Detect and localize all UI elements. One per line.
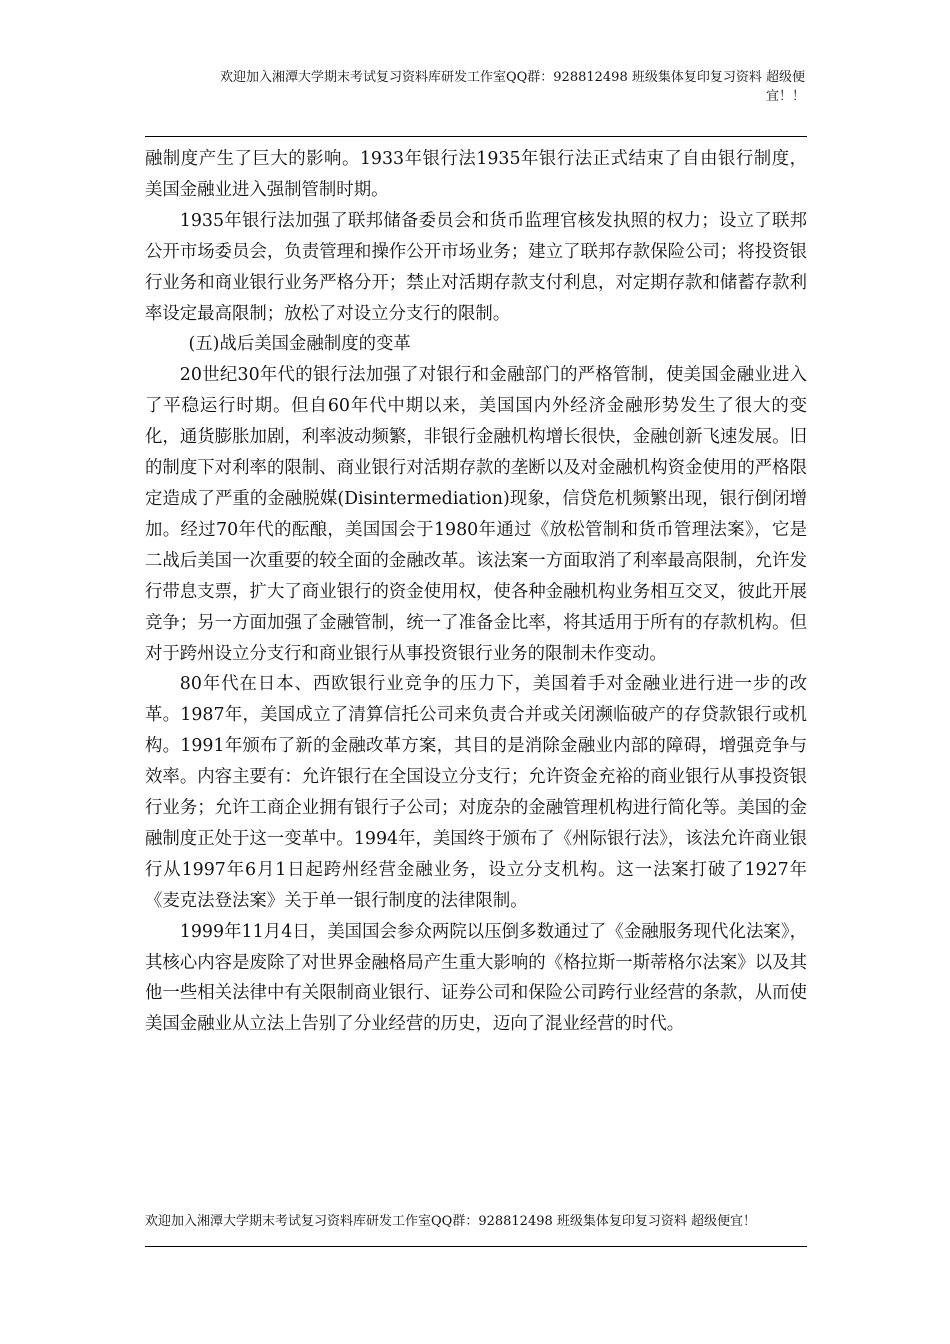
paragraph-postwar-reform: 20世纪30年代的银行法加强了对银行和金融部门的严格管制，使美国金融业进入了平稳运行时期。但自60年代中期以来，美国国内外经济金融形势发生了很大的变化，通货膨胀加剧，利率波动频繁，非银行金融机构增长很快，金融创新飞速发展。旧的制度下对利率的限制、商业银行对活期存款的垄断以及对金融机构资金使用的严格限定造成了严重的金融脱媒(Disintermediation)现象，信贷危机频繁出现，银行倒闭增加。经过70年代的酝酿，美国国会于1980年通过《放松管制和货币管理法案》，它是二战后美国一次重要的较全面的金融改革。该法案一方面取消了利率最高限制，允许发行带息支票，扩大了商业银行的资金使用权，使各种金融机构业务相互交叉，彼此开展竞争；另一方面加强了金融管制，统一了准备金比率，将其适用于所有的存款机构。但对于跨州设立分支行和商业银行从事投资银行业务的限制未作变动。 xyxy=(145,365,807,664)
paragraph-1999-act: 1999年11月4日，美国国会参众两院以压倒多数通过了《金融服务现代化法案》，其核心内容是废除了对世界金融格局产生重大影响的《格拉斯一斯蒂格尔法案》以及其他一些相关法律中有关限制商业银行、证券公司和保险公司跨行业经营的条款，从而使美国金融业从立法上告别了分业经营的历史，迈向了混业经营的时代。 xyxy=(145,921,807,1035)
header-line-1: 欢迎加入湘潭大学期末考试复习资料库研发工作室QQ群：928812498 班级集体复印复习资料 超级便 xyxy=(219,70,805,85)
section-heading: (五)战后美国金融制度的变革 xyxy=(188,334,411,355)
paragraph-continuation: 融制度产生了巨大的影响。1933年银行法1935年银行法正式结束了自由银行制度，美国金融业进入强制管制时期。 xyxy=(145,149,807,200)
header-line-2: 宜！！ xyxy=(765,89,805,104)
paragraph-1980s-reform: 80年代在日本、西欧银行业竞争的压力下，美国着手对金融业进行进一步的改革。1987年，美国成立了清算信托公司来负责合并或关闭濒临破产的存贷款银行或机构。1991年颁布了新的金融改革方案，其目的是消除金融业内部的障碍，增强竞争与效率。内容主要有：允许银行在全国设立分支行；允许资金充裕的商业银行从事投资银行业务；允许工商企业拥有银行子公司；对庞杂的金融管理机构进行简化等。美国的金融制度正处于这一变革中。1994年，美国终于颁布了《州际银行法》，该法允许商业银行从1997年6月1日起跨州经营金融业务，设立分支机构。这一法案打破了1927年《麦克法登法案》关于单一银行制度的法律限制。 xyxy=(145,674,807,911)
document-body xyxy=(145,144,807,1040)
page-header xyxy=(145,68,805,106)
footer-divider xyxy=(145,1246,807,1247)
paragraph-1935-act: 1935年银行法加强了联邦储备委员会和货币监理官核发执照的权力；设立了联邦公开市场委员会，负责管理和操作公开市场业务；建立了联邦存款保险公司；将投资银行业务和商业银行业务严格分开；禁止对活期存款支付利息，对定期存款和储蓄存款利率设定最高限制；放松了对设立分支行的限制。 xyxy=(145,210,807,324)
page-footer: 欢迎加入湘潭大学期末考试复习资料库研发工作室QQ群：928812498 班级集体复印复习资料 超级便宜！ xyxy=(145,1214,757,1229)
header-divider xyxy=(145,136,807,137)
